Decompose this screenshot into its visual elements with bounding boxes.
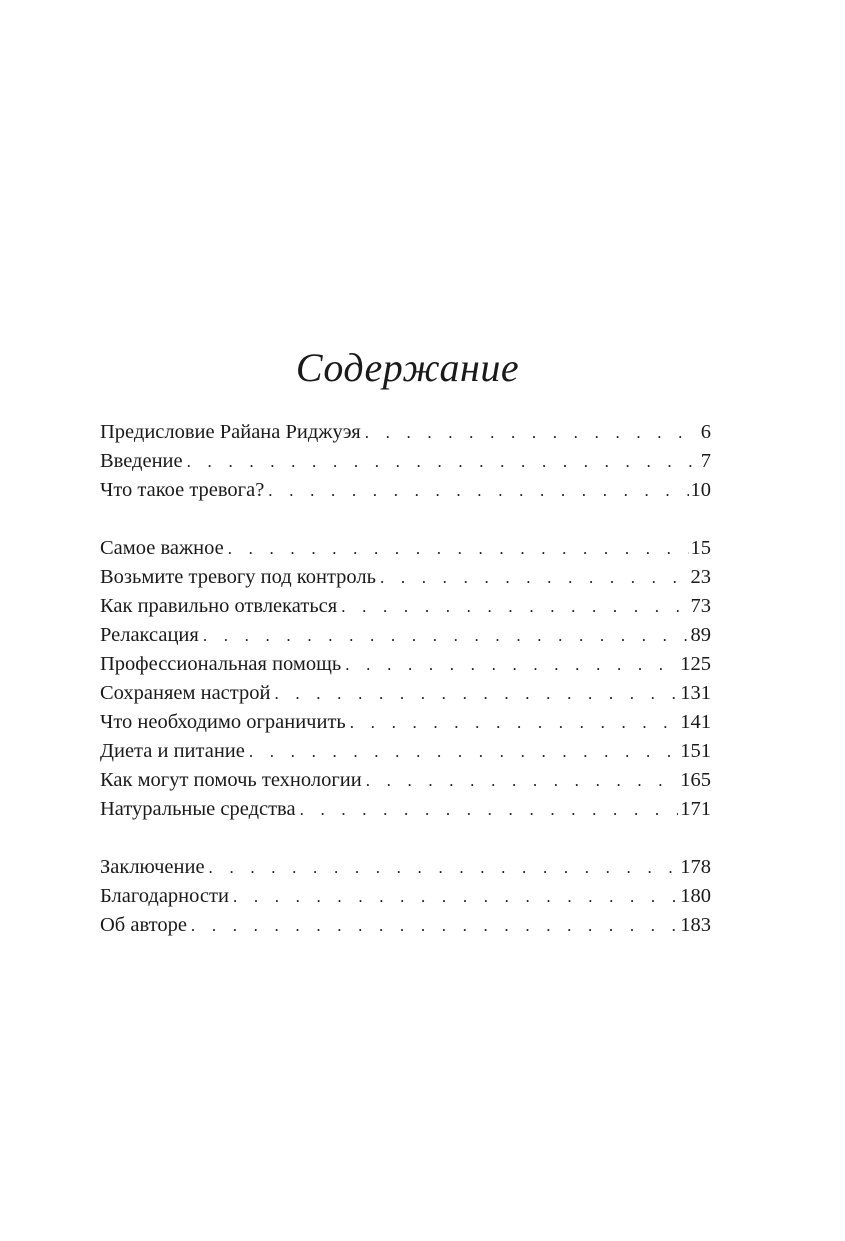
dot-leader bbox=[380, 563, 689, 592]
toc-entry-page: 7 bbox=[700, 450, 711, 472]
dot-leader bbox=[203, 621, 689, 650]
page-title: Содержание bbox=[295, 345, 520, 390]
toc-entry[interactable] bbox=[100, 679, 711, 708]
toc-entry[interactable] bbox=[100, 418, 711, 447]
toc-entry[interactable] bbox=[100, 563, 711, 592]
toc-entry[interactable] bbox=[100, 766, 711, 795]
toc-entry-title: Сохраняем настрой bbox=[100, 682, 271, 704]
toc-group-back-matter bbox=[100, 853, 711, 940]
toc-entry-page: 73 bbox=[690, 595, 711, 617]
toc-entry-page: 89 bbox=[690, 624, 711, 646]
dot-leader bbox=[187, 447, 699, 476]
toc-entry-title: Самое важное bbox=[100, 537, 224, 559]
toc-entry-page: 151 bbox=[680, 740, 711, 762]
dot-leader bbox=[209, 853, 679, 882]
table-of-contents bbox=[100, 418, 711, 940]
toc-entry-title: Об авторе bbox=[100, 914, 187, 936]
toc-entry-title: Профессиональная помощь bbox=[100, 653, 342, 675]
dot-leader bbox=[268, 476, 688, 505]
toc-entry[interactable] bbox=[100, 911, 711, 940]
toc-group-front-matter bbox=[100, 418, 711, 505]
dot-leader bbox=[350, 708, 678, 737]
toc-entry-page: 178 bbox=[680, 856, 711, 878]
toc-entry-page: 141 bbox=[680, 711, 711, 733]
toc-entry-title: Релаксация bbox=[100, 624, 199, 646]
toc-entry-title: Возьмите тревогу под контроль bbox=[100, 566, 376, 588]
toc-group-chapters bbox=[100, 534, 711, 824]
dot-leader bbox=[228, 534, 689, 563]
toc-entry[interactable] bbox=[100, 737, 711, 766]
dot-leader bbox=[366, 766, 679, 795]
dot-leader bbox=[274, 679, 678, 708]
toc-entry-title: Диета и питание bbox=[100, 740, 245, 762]
toc-entry[interactable] bbox=[100, 853, 711, 882]
toc-entry-page: 183 bbox=[680, 914, 711, 936]
dot-leader bbox=[233, 882, 678, 911]
toc-entry[interactable] bbox=[100, 621, 711, 650]
toc-entry-title: Что такое тревога? bbox=[100, 479, 265, 501]
toc-entry-title: Что необходимо ограничить bbox=[100, 711, 346, 733]
toc-entry-title: Натуральные средства bbox=[100, 798, 296, 820]
dot-leader bbox=[341, 592, 688, 621]
toc-entry[interactable] bbox=[100, 795, 711, 824]
toc-entry-page: 6 bbox=[700, 421, 711, 443]
toc-entry-page: 15 bbox=[690, 537, 711, 559]
toc-entry[interactable] bbox=[100, 882, 711, 911]
dot-leader bbox=[300, 795, 679, 824]
toc-entry-title: Благодарности bbox=[100, 885, 229, 907]
toc-entry[interactable] bbox=[100, 534, 711, 563]
toc-entry-page: 10 bbox=[690, 479, 711, 501]
toc-entry-page: 180 bbox=[680, 885, 711, 907]
toc-entry-page: 131 bbox=[680, 682, 711, 704]
dot-leader bbox=[249, 737, 678, 766]
toc-entry[interactable] bbox=[100, 708, 711, 737]
toc-entry-title: Предисловие Райана Риджуэя bbox=[100, 421, 361, 443]
toc-entry-title: Как правильно отвлекаться bbox=[100, 595, 338, 617]
toc-entry-page: 165 bbox=[680, 769, 711, 791]
toc-entry-title: Как могут помочь технологии bbox=[100, 769, 362, 791]
toc-entry-page: 23 bbox=[690, 566, 711, 588]
toc-entry[interactable] bbox=[100, 650, 711, 679]
toc-entry-page: 125 bbox=[680, 653, 711, 675]
toc-entry[interactable] bbox=[100, 592, 711, 621]
dot-leader bbox=[365, 418, 699, 447]
toc-entry[interactable] bbox=[100, 447, 711, 476]
toc-entry[interactable] bbox=[100, 476, 711, 505]
toc-entry-title: Введение bbox=[100, 450, 183, 472]
dot-leader bbox=[345, 650, 678, 679]
toc-entry-page: 171 bbox=[680, 798, 711, 820]
dot-leader bbox=[191, 911, 678, 940]
toc-entry-title: Заключение bbox=[100, 856, 205, 878]
